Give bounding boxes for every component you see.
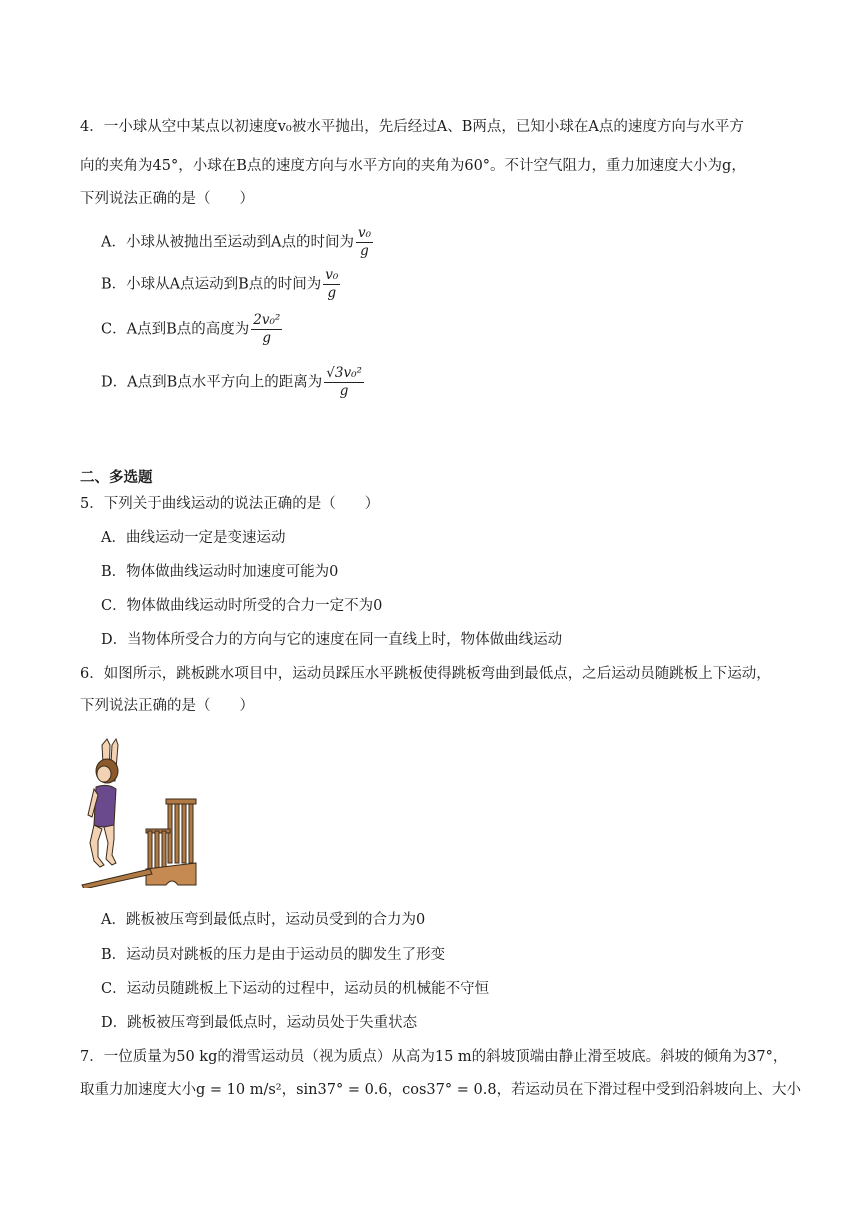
q5-option-d: D．当物体所受合力的方向与它的速度在同一直线上时，物体做曲线运动 — [101, 632, 563, 648]
q4-option-d-text: D．A点到B点水平方向上的距离为 — [101, 374, 323, 391]
q4-stem-line2: 向的夹角为45°，小球在B点的速度方向与水平方向的夹角为60°。不计空气阻力，重力加速度大小为g， — [80, 158, 746, 174]
q4-option-c — [101, 313, 282, 346]
q4-stem-line1: 4．一小球从空中某点以初速度v₀被水平抛出，先后经过A、B两点，已知小球在A点的速度方向与水平方 — [80, 119, 744, 135]
q7-stem-line1: 7．一位质量为50 kg的滑雪运动员（视为质点）从高为15 m的斜坡顶端由静止滑至坡底。斜坡的倾角为37°， — [80, 1049, 788, 1065]
q5-option-a: A．曲线运动一定是变速运动 — [101, 530, 286, 546]
q6-stem-line2: 下列说法正确的是（ ） — [80, 698, 254, 714]
q4-option-a-text: A．小球从被抛出至运动到A点的时间为 — [101, 234, 354, 251]
q4-option-b-fraction — [323, 268, 340, 301]
q4-option-a-fraction — [356, 226, 373, 259]
q4-option-a — [101, 226, 373, 259]
q4-option-b — [101, 268, 340, 301]
q4-option-c-fraction — [251, 313, 282, 346]
q6-option-d: D．跳板被压弯到最低点时，运动员处于失重状态 — [101, 1015, 418, 1031]
fraction-denominator: g — [327, 285, 337, 301]
q4-option-d — [101, 366, 364, 399]
fraction-numerator: v₀ — [325, 267, 339, 283]
fraction-numerator: √3v₀² — [326, 365, 362, 381]
q4-stem-line3: 下列说法正确的是（ ） — [80, 191, 254, 207]
q6-option-a: A．跳板被压弯到最低点时，运动员受到的合力为0 — [101, 912, 426, 928]
q4-option-c-text: C．A点到B点的高度为 — [101, 321, 250, 338]
fraction-denominator: g — [262, 330, 272, 346]
fraction-denominator: g — [339, 383, 349, 399]
diving-board-figure — [80, 733, 202, 888]
q6-stem-line1: 6．如图所示，跳板跳水项目中，运动员踩压水平跳板使得跳板弯曲到最低点，之后运动员随跳板上下运动， — [80, 666, 771, 682]
q6-option-c: C．运动员随跳板上下运动的过程中，运动员的机械能不守恒 — [101, 981, 490, 997]
fraction-numerator: 2v₀² — [253, 312, 281, 328]
diver — [88, 739, 118, 867]
q5-stem: 5．下列关于曲线运动的说法正确的是（ ） — [80, 496, 380, 512]
q4-option-b-text: B．小球从A点运动到B点的时间为 — [101, 276, 322, 293]
fraction-denominator: g — [360, 243, 369, 259]
q4-option-d-fraction — [324, 366, 364, 399]
q5-option-b: B．物体做曲线运动时加速度可能为0 — [101, 564, 339, 580]
ladder-rails — [146, 799, 196, 871]
q6-option-b: B．运动员对跳板的压力是由于运动员的脚发生了形变 — [101, 947, 446, 963]
section-title-multiple-choice: 二、多选题 — [80, 469, 153, 486]
fraction-numerator: v₀ — [357, 225, 371, 241]
q7-stem-line2: 取重力加速度大小g = 10 m/s²，sin37° = 0.6，cos37° = 0.8，若运动员在下滑过程中受到沿斜坡向上、大小 — [80, 1082, 802, 1098]
q5-option-c: C．物体做曲线运动时所受的合力一定不为0 — [101, 598, 383, 614]
